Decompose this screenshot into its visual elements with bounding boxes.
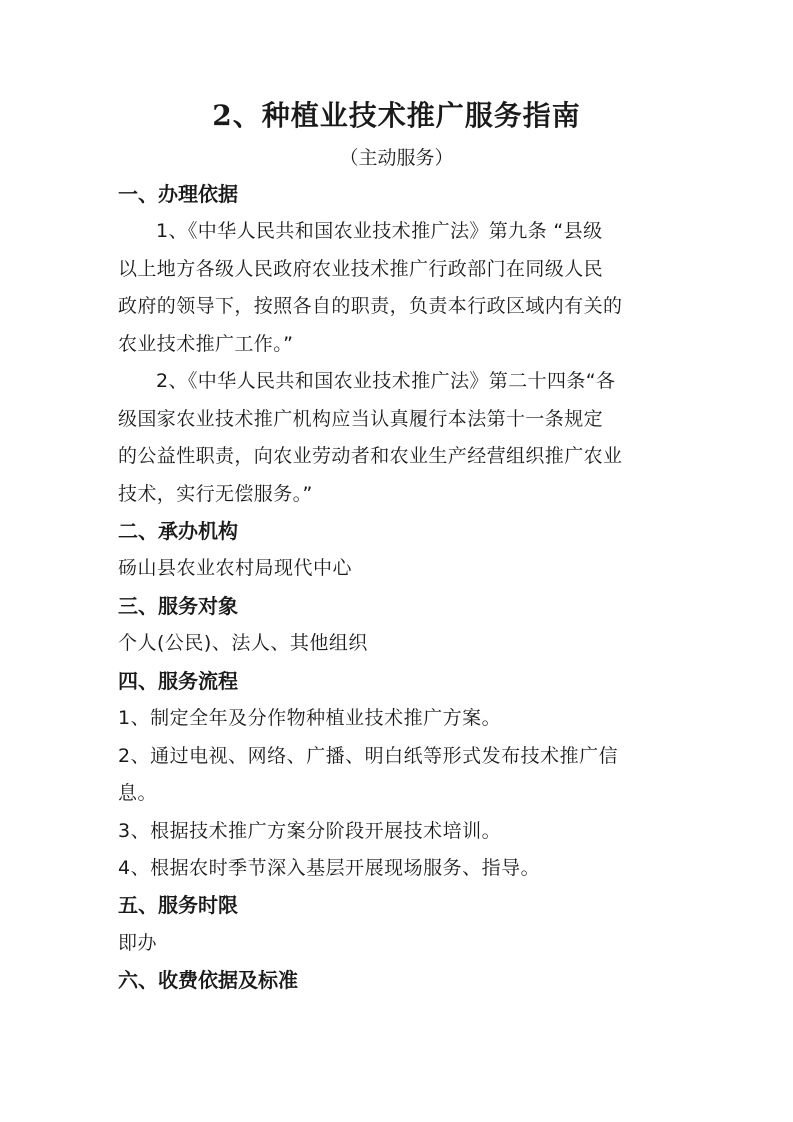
agency-text: 砀山县农业农村局现代中心 xyxy=(118,557,353,579)
section-heading-agency: 二、承办机构 xyxy=(118,519,238,543)
process-step-2: 2、通过电视、网络、广播、明白纸等形式发布技术推广信 xyxy=(118,745,619,767)
section-heading-target: 三、服务对象 xyxy=(118,594,238,618)
process-step-2-continued: 息。 xyxy=(118,782,158,804)
basis-paragraph-1 xyxy=(118,213,678,363)
process-step-1: 1、制定全年及分作物种植业技术推广方案。 xyxy=(118,707,502,729)
paragraph-line: 技术，实行无偿服务。” xyxy=(118,482,313,505)
basis-paragraph-2 xyxy=(118,363,678,513)
paragraph-line: 以上地方各级人民政府农业技术推广行政部门在同级人民 xyxy=(118,257,604,280)
process-step-3: 3、根据技术推广方案分阶段开展技术培训。 xyxy=(118,820,502,842)
section-heading-fees: 六、收费依据及标准 xyxy=(118,968,298,992)
section-heading-time-limit: 五、服务时限 xyxy=(118,893,238,917)
target-text: 个人(公民)、法人、其他组织 xyxy=(118,632,368,654)
paragraph-line: 的公益性职责，向农业劳动者和农业生产经营组织推广农业 xyxy=(118,445,623,467)
time-limit-text: 即办 xyxy=(118,932,158,954)
process-step-4: 4、根据农时季节深入基层开展现场服务、指导。 xyxy=(118,857,541,879)
document-title: 2、种植业技术推广服务指南 xyxy=(212,99,581,132)
paragraph-line: 政府的领导下，按照各自的职责，负责本行政区域内有关的 xyxy=(118,295,623,317)
document-subtitle: （主动服务） xyxy=(339,147,454,169)
section-heading-process: 四、服务流程 xyxy=(118,669,238,693)
paragraph-line: 农业技术推广工作。” xyxy=(118,332,294,355)
paragraph-line: 1、《中华人民共和国农业技术推广法》第九条 “县级 xyxy=(156,220,603,242)
section-heading-basis: 一、办理依据 xyxy=(118,182,238,206)
paragraph-line: 2、《中华人民共和国农业技术推广法》第二十四条“各 xyxy=(156,370,616,392)
paragraph-line: 级国家农业技术推广机构应当认真履行本法第十一条规定 xyxy=(118,407,604,430)
